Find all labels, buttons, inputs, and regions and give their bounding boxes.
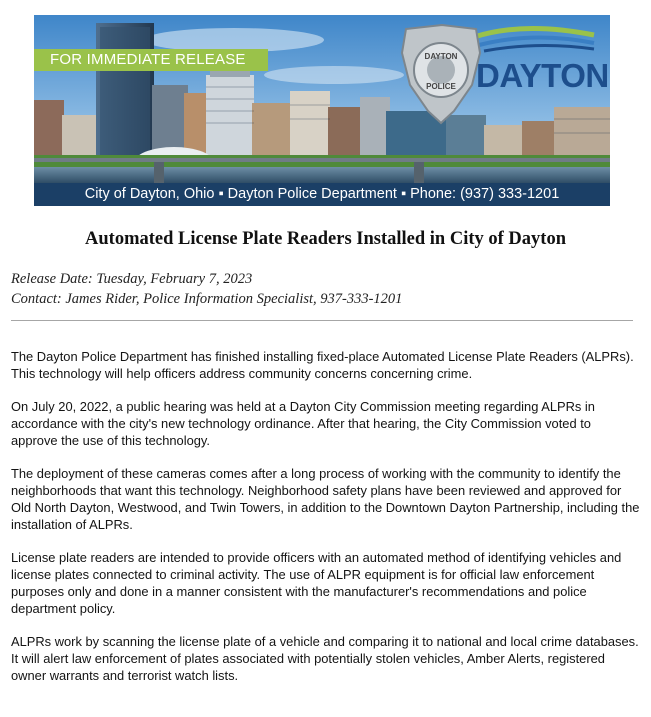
dayton-logo-text: DAYTON bbox=[476, 57, 609, 94]
release-date: Release Date: Tuesday, February 7, 2023 bbox=[11, 271, 253, 287]
article-meta bbox=[11, 269, 402, 309]
contact-bar: City of Dayton, Ohio ▪ Dayton Police Department ▪ Phone: (937) 333-1201 bbox=[34, 183, 610, 206]
city-skyline-image bbox=[34, 15, 610, 206]
paragraph: On July 20, 2022, a public hearing was held at a Dayton City Commission meeting regarding ALPRs in accordance with the city's new technology ordinance. After that hearing, the City Commission voted to approve the use of this technology. bbox=[11, 399, 595, 448]
paragraph: The Dayton Police Department has finished installing fixed-place Automated License Plate Readers (ALPRs). This technology will help officers address community concerns concerning crime. bbox=[11, 349, 634, 381]
page-title: Automated License Plate Readers Installed in City of Dayton bbox=[85, 229, 566, 249]
paragraph: License plate readers are intended to provide officers with an automated method of identifying vehicles and license plates connected to criminal activity. The use of ALPR equipment is for official law enforcement purposes only and done in a manner consistent with the manufacturer's recommendations and police department policy. bbox=[11, 550, 622, 616]
release-tag: FOR IMMEDIATE RELEASE bbox=[34, 49, 268, 71]
header-banner bbox=[34, 15, 610, 206]
badge-top-text: DAYTON bbox=[424, 52, 458, 61]
divider bbox=[11, 320, 633, 321]
paragraph: ALPRs work by scanning the license plate of a vehicle and comparing it to national and local crime databases. It will alert law enforcement of plates associated with potentially stolen vehicles, Amber Alerts, registered owner warrants and terrorist watch lists. bbox=[11, 634, 639, 683]
article-body bbox=[11, 348, 641, 700]
contact-info: Contact: James Rider, Police Information Specialist, 937-333-1201 bbox=[11, 291, 403, 307]
paragraph: The deployment of these cameras comes after a long process of working with the community to identify the neighborhoods that want this technology. Neighborhood safety plans have been reviewed and approved for Old North Dayton, Westwood, and Twin Towers, in addition to the Downtown Dayton Partnership, including the installation of ALPRs. bbox=[11, 466, 640, 532]
badge-bottom-text: POLICE bbox=[426, 82, 456, 91]
